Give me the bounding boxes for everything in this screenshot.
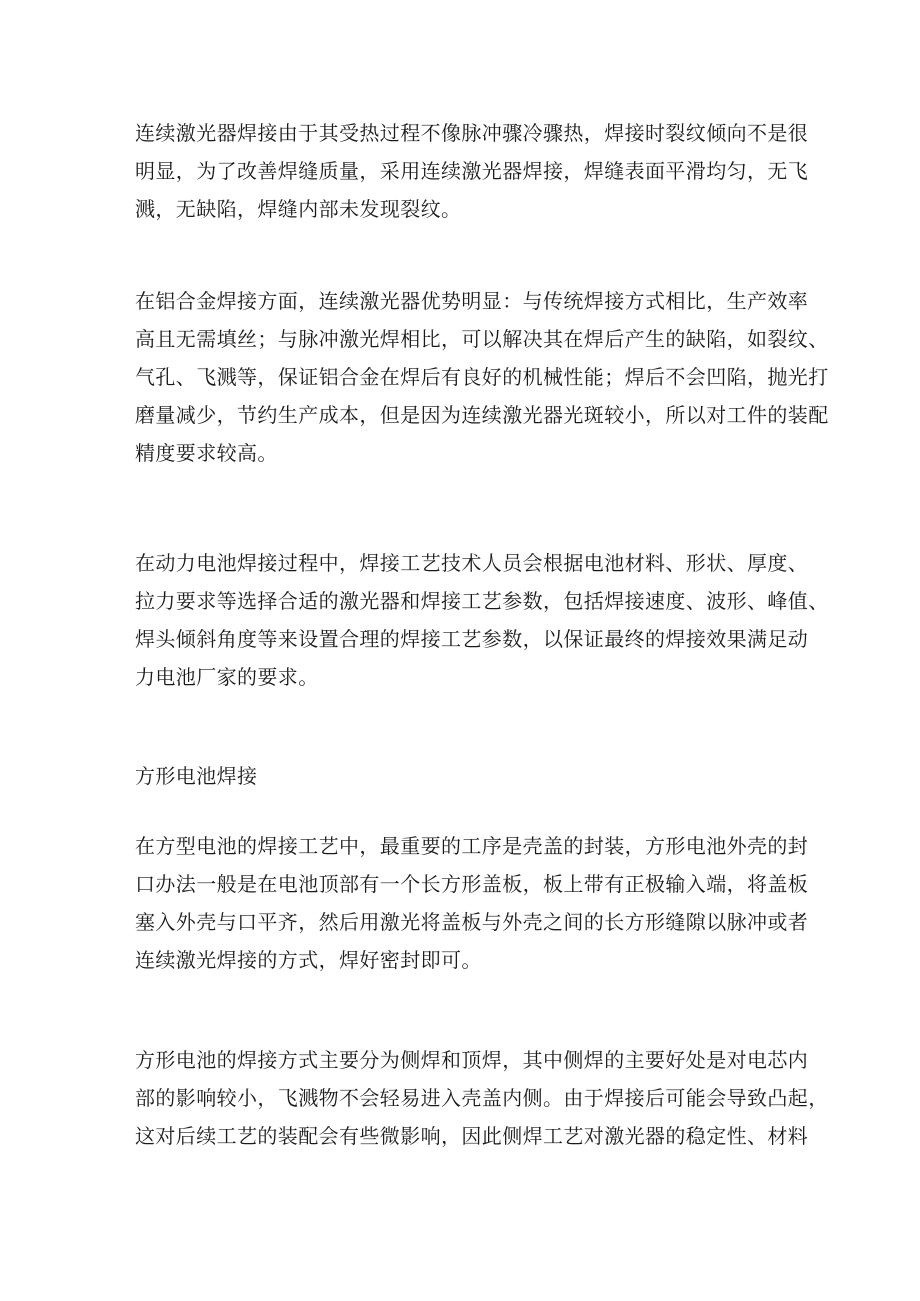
paragraph-line: 力电池厂家的要求。 xyxy=(135,665,319,689)
paragraph-line: 溅，无缺陷，焊缝内部未发现裂纹。 xyxy=(135,197,462,221)
section-heading: 方形电池焊接 xyxy=(135,764,258,788)
paragraph-side-and-top-welding xyxy=(135,1041,829,1155)
paragraph-line: 在方型电池的焊接工艺中，最重要的工序是壳盖的封装，方形电池外壳的封 xyxy=(135,834,809,858)
paragraph-line: 在动力电池焊接过程中，焊接工艺技术人员会根据电池材料、形状、厚度、 xyxy=(135,551,809,575)
paragraph-line: 这对后续工艺的装配会有些微影响，因此侧焊工艺对激光器的稳定性、材料 xyxy=(135,1124,809,1148)
paragraph-square-battery-sealing xyxy=(135,827,809,979)
paragraph-line: 焊头倾斜角度等来设置合理的焊接工艺参数，以保证最终的焊接效果满足动 xyxy=(135,627,809,651)
paragraph-line: 塞入外壳与口平齐，然后用激光将盖板与外壳之间的长方形缝隙以脉冲或者 xyxy=(135,910,809,934)
paragraph-line: 精度要求较高。 xyxy=(135,441,278,465)
paragraph-line: 高且无需填丝；与脉冲激光焊相比，可以解决其在焊后产生的缺陷，如裂纹、 xyxy=(135,327,829,351)
paragraph-line: 连续激光器焊接由于其受热过程不像脉冲骤冷骤热，焊接时裂纹倾向不是很 xyxy=(135,121,809,145)
paragraph-line: 方形电池的焊接方式主要分为侧焊和顶焊，其中侧焊的主要好处是对电芯内 xyxy=(135,1048,809,1072)
paragraph-line: 连续激光焊接的方式，焊好密封即可。 xyxy=(135,948,482,972)
paragraph-line: 明显，为了改善焊缝质量，采用连续激光器焊接，焊缝表面平滑均匀，无飞 xyxy=(135,159,809,183)
paragraph-power-battery-welding xyxy=(135,544,829,696)
paragraph-line: 气孔、飞溅等，保证铝合金在焊后有良好的机械性能；焊后不会凹陷，抛光打 xyxy=(135,365,829,389)
paragraph-line: 拉力要求等选择合适的激光器和焊接工艺参数，包括焊接速度、波形、峰值、 xyxy=(135,589,829,613)
paragraph-aluminum-alloy-welding xyxy=(135,282,829,472)
section-heading-square-battery xyxy=(135,757,805,795)
paragraph-line: 在铝合金焊接方面，连续激光器优势明显：与传统焊接方式相比，生产效率 xyxy=(135,289,809,313)
paragraph-line: 部的影响较小，飞溅物不会轻易进入壳盖内侧。由于焊接后可能会导致凸起， xyxy=(135,1086,829,1110)
paragraph-line: 磨量减少，节约生产成本，但是因为连续激光器光斑较小，所以对工件的装配 xyxy=(135,403,829,427)
paragraph-continuous-laser-welding xyxy=(135,114,809,228)
paragraph-line: 口办法一般是在电池顶部有一个长方形盖板，板上带有正极输入端，将盖板 xyxy=(135,872,809,896)
